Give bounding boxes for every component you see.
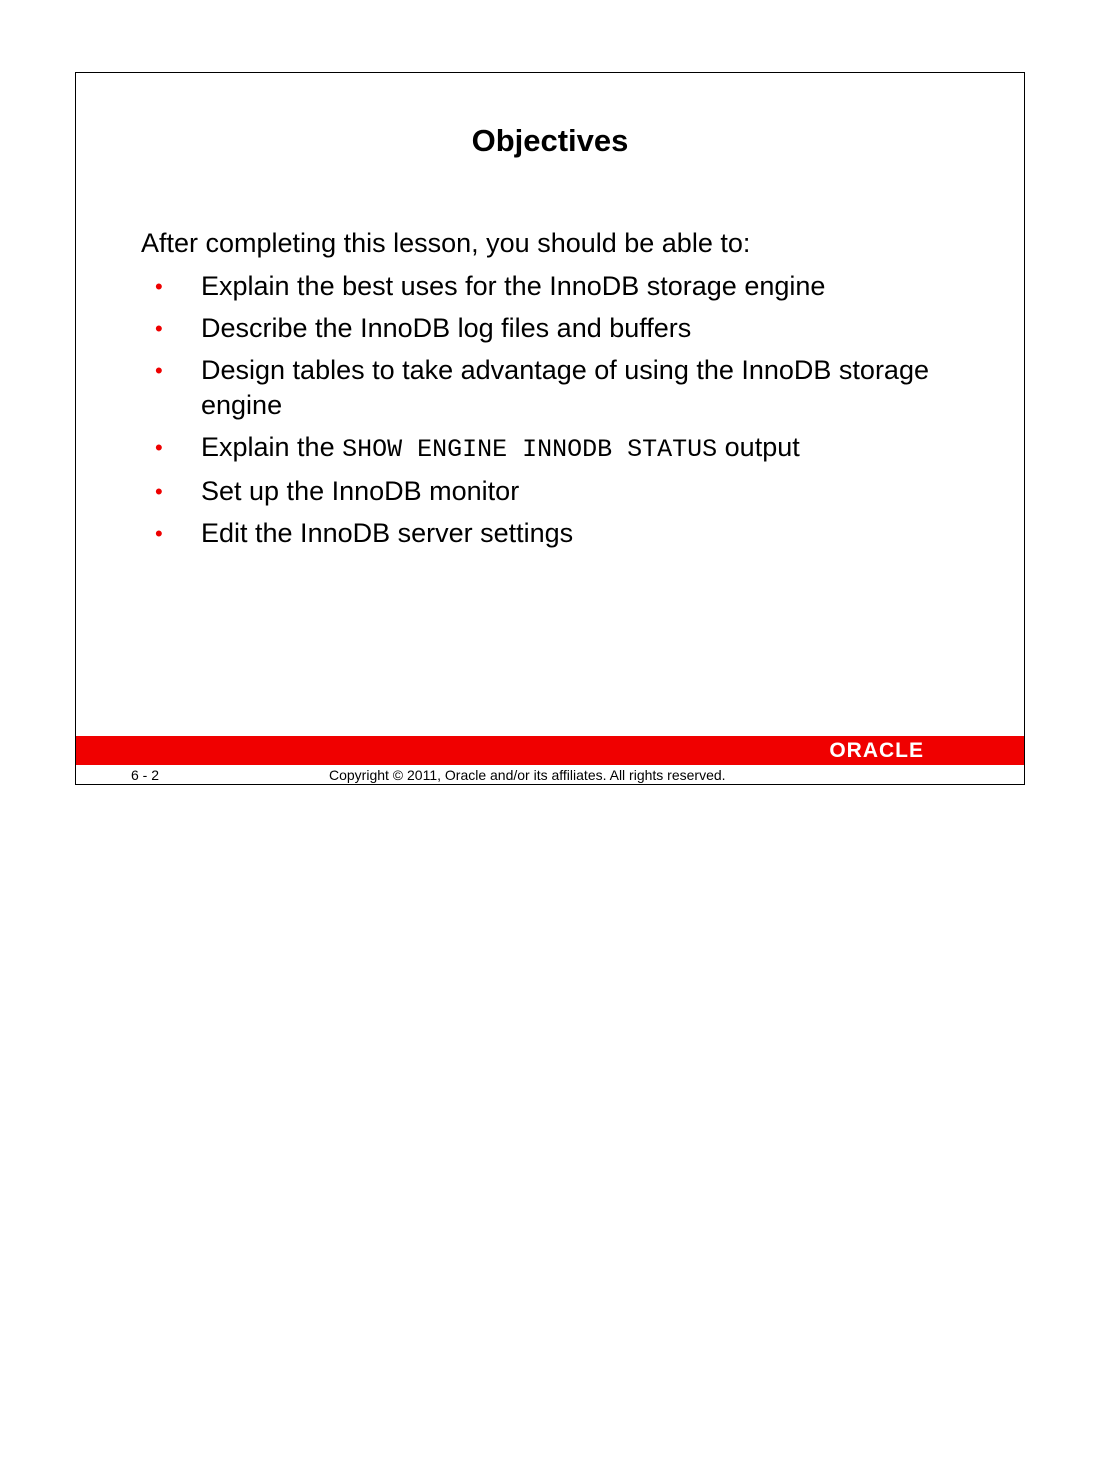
- code-text: SHOW ENGINE INNODB STATUS: [342, 435, 718, 464]
- list-item: [141, 353, 941, 423]
- bullet-icon: •: [155, 521, 163, 546]
- bullet-icon: •: [155, 316, 163, 341]
- item-text: output: [717, 432, 800, 462]
- item-text: Edit the InnoDB server settings: [201, 518, 574, 548]
- bullet-icon: •: [155, 479, 163, 504]
- list-item: [141, 311, 941, 346]
- item-text: Explain the: [201, 432, 343, 462]
- bullet-icon: •: [155, 358, 163, 383]
- list-item: [141, 516, 941, 551]
- item-text: Design tables to take advantage of using the InnoDB storage engine: [201, 355, 929, 420]
- page-number: 6 - 2: [131, 767, 160, 783]
- list-item: [141, 430, 941, 467]
- intro-text: After completing this lesson, you should be able to:: [141, 228, 751, 258]
- bullet-icon: •: [155, 435, 163, 460]
- item-text: Describe the InnoDB log files and buffers: [201, 313, 692, 343]
- copyright: Copyright © 2011, Oracle and/or its affiliates. All rights reserved.: [329, 767, 726, 783]
- list-item: [141, 269, 941, 304]
- slide: [75, 72, 1025, 785]
- item-text: Explain the best uses for the InnoDB storage engine: [201, 271, 826, 301]
- list-item: [141, 474, 941, 509]
- oracle-logo: ORACLE: [829, 739, 924, 762]
- slide-title: Objectives: [471, 123, 629, 158]
- footer-bar: [76, 736, 1024, 765]
- objectives-list: [141, 269, 941, 558]
- item-text: Set up the InnoDB monitor: [201, 476, 520, 506]
- bullet-icon: •: [155, 274, 163, 299]
